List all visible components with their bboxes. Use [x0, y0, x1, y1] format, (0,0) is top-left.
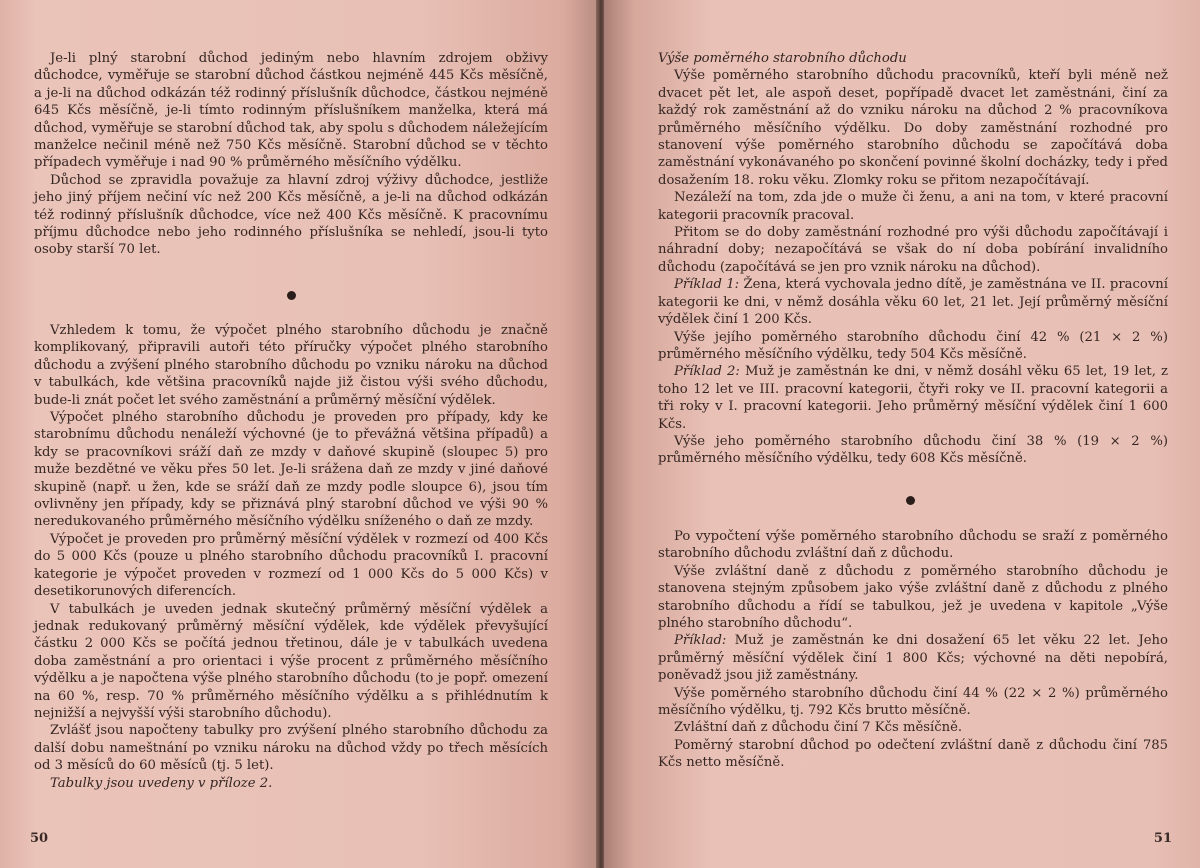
paragraph: Důchod se zpravidla považuje za hlavní zdroj výživy důchodce, jestliže jeho jiný příjem nečiní víc než 200 Kčs měsíčně, a je-li na důchod odkázán též rodinný příslušník důchodce, více než 400 Kčs měsíčně. K pracovnímu příjmu důchodce nebo jeho rodinného příslušníka se nehledí, jsou-li tyto osoby starší 70 let.: [34, 172, 548, 258]
paragraph: Vzhledem k tomu, že výpočet plného starobního důchodu je značně komplikovaný, připravili autoři této příručky výpočet plného starobního důchodu a zvýšení plného starobního důchodu po vzniku nároku na důchod v tabulkách, kde většina pracovníků najde již čistou výši svého důchodu, bude-li znát počet let svého zaměstnání a průměrný měsíční výdělek.: [34, 323, 548, 408]
left-block-2: [34, 322, 548, 792]
paragraph: Je-li plný starobní důchod jediným nebo hlavním zdrojem obživy důchodce, vyměřuje se starobní důchod částkou nejméně 445 Kčs měsíčně, a je-li na důchod odkázán též rodinný příslušník důchodce, částkou nejméně 645 Kčs měsíčně, je-li tímto rodinným příslušníkem manželka, která má důchod, vyměřuje se starobní důchod tak, aby spolu s důchodem náležejícím manželce nečinil méně než 750 Kčs měsíčně. Starobní důchod se v těchto případech vyměřuje i nad 90 % průměrného měsíčního výdělku.: [34, 51, 548, 171]
paragraph: Výše jeho poměrného starobního důchodu činí 38 % (19 × 2 %) průměrného měsíčního výdělku, tedy 608 Kčs měsíčně.: [658, 433, 1168, 467]
paragraph: Výpočet je proveden pro průměrný měsíční výdělek v rozmezí od 400 Kčs do 5 000 Kčs (pouze u plného starobního důchodu pracovníků I. pracovní kategorie je výpočet proveden v rozmezí od 1 000 Kčs do 5 000 Kčs) v desetikorunových diferencích.: [34, 531, 548, 600]
example-text: Muž je zaměstnán ke dni dosažení 65 let věku 22 let. Jeho průměrný měsíční výdělek činí 1 800 Kčs; výchovné na děti nepobírá, poněvadž jsou již zaměstnány.: [658, 633, 1168, 684]
paragraph: Přitom se do doby zaměstnání rozhodné pro výši důchodu započítávají i náhradní doby; nezapočítává se však do ní doba pobírání invalidního důchodu (započítává se jen pro vznik nároku na důchod).: [658, 225, 1168, 275]
paragraph: Výše poměrného starobního důchodu činí 44 % (22 × 2 %) průměrného měsíčního výdělku, tj. 792 Kčs brutto měsíčně.: [658, 685, 1168, 719]
example-text: Muž je zaměstnán ke dni, v němž dosáhl věku 65 let, 19 let, z toho 12 let ve III. pracovní kategorii, čtyři roky ve II. pracovní kategorii a tři roky v I. pracovní kategorii. Jeho průměrný měsíční výdělek činí 1 600 Kčs.: [658, 364, 1168, 432]
paragraph: Zvlášť jsou napočteny tabulky pro zvýšení plného starobního důchodu za další dobu nameštnání po vzniku nároku na důchod vždy po třech měsících od 3 měsíců do 60 měsíců (tj. 5 let).: [34, 723, 548, 774]
example-text: Žena, která vychovala jedno dítě, je zaměstnána ve II. pracovní kategorii ke dni, v němž dosáhla věku 60 let, 21 let. Její průměrný měsíční výdělek činí 1 200 Kčs.: [658, 277, 1168, 328]
right-block-1: [658, 50, 1168, 468]
example-paragraph: [658, 276, 1168, 328]
paragraph: Výše jejího poměrného starobního důchodu činí 42 % (21 × 2 %) průměrného měsíčního výdělku, tedy 504 Kčs měsíčně.: [658, 329, 1168, 362]
footnote: Tabulky jsou uvedeny v příloze 2.: [50, 775, 273, 791]
example-paragraph: [658, 363, 1168, 433]
paragraph: Po vypočtení výše poměrného starobního důchodu se sraží z poměrného starobního důchodu zvláštní daň z důchodu.: [658, 529, 1168, 562]
paragraph: Výše poměrného starobního důchodu pracovníků, kteří byli méně než dvacet pět let, ale aspoň deset, popřípadě dvacet let zaměstnáni, činí za každý rok zaměstnání až do vzniku nároku na důchod 2 % pracovníkova průměrného měsíčního výdělku. Do doby zaměstnání rozhodné pro stanovení výše poměrného starobního důchodu se započítává doba zaměstnání vykonávaného po skončení povinné školní docházky, tedy i před dosažením 18. roku věku. Zlomky roku se přitom nezapočítávají.: [658, 68, 1168, 188]
section-heading: Výše poměrného starobního důchodu: [658, 51, 907, 66]
example-paragraph: [658, 632, 1168, 684]
paragraph: V tabulkách je uveden jednak skutečný průměrný měsíční výdělek a jednak redukovaný průměrný měsíční výdělek, kde výdělek převyšující částku 2 000 Kčs se počítá jednou třetinou, dále je v tabulkách uvedena doba zaměstnání a pro orientaci i výše procent z průměrného měsíčního výdělku a je napočtena výše plného starobního důchodu (to je popř. omezení na 60 %, resp. 70 % průměrného měsíčního výdělku a s přihlédnutím k nejnižší a nejvyšší výši starobního důchodu).: [34, 601, 548, 721]
example-label: Příklad 2:: [674, 364, 740, 380]
page-number: 50: [30, 831, 49, 846]
paragraph: Výpočet plného starobního důchodu je proveden pro případy, kdy ke starobnímu důchodu nenáleží výchovné (je to převážná většina případů) a kdy se pracovníkovi sráží daň ze mzdy v daňové skupině (sloupec 5) pro muže bezdětné ve věku přes 50 let. Je-li srážena daň ze mzdy v jiné daňové skupině (např. u žen, kde se sráží daň ze mzdy podle sloupce 6), jsou tím ovlivněny jen případy, kdy se přiznává plný starobní důchod ve výši 90 % neredukovaného průměrného měsíčního výdělku sníženého o daň ze mzdy.: [34, 410, 548, 530]
right-block-2: [658, 528, 1168, 772]
section-dot: [906, 496, 915, 505]
example-label: Příklad:: [674, 633, 727, 649]
paragraph: Nezáleží na tom, zda jde o muže či ženu, a ani na tom, v které pracovní kategorii pracovník pracoval.: [658, 190, 1168, 223]
paragraph: Zvláštní daň z důchodu činí 7 Kčs měsíčně.: [674, 720, 963, 736]
paragraph: Výše zvláštní daně z důchodu z poměrného starobního důchodu je stanovena stejným způsobem jako výše zvláštní daně z důchodu z plného starobního důchodu a řídí se tabulkou, jež je uvedena v kapitole „Výše plného starobního důchodu“.: [658, 563, 1168, 632]
section-dot: [287, 291, 296, 300]
example-label: Příklad 1:: [674, 277, 740, 293]
left-page: [0, 0, 598, 868]
left-block-1: [34, 50, 548, 259]
right-page: [604, 0, 1200, 868]
page-number: 51: [1153, 831, 1172, 846]
paragraph: Poměrný starobní důchod po odečtení zvláštní daně z důchodu činí 785 Kčs netto měsíčně.: [658, 737, 1168, 771]
